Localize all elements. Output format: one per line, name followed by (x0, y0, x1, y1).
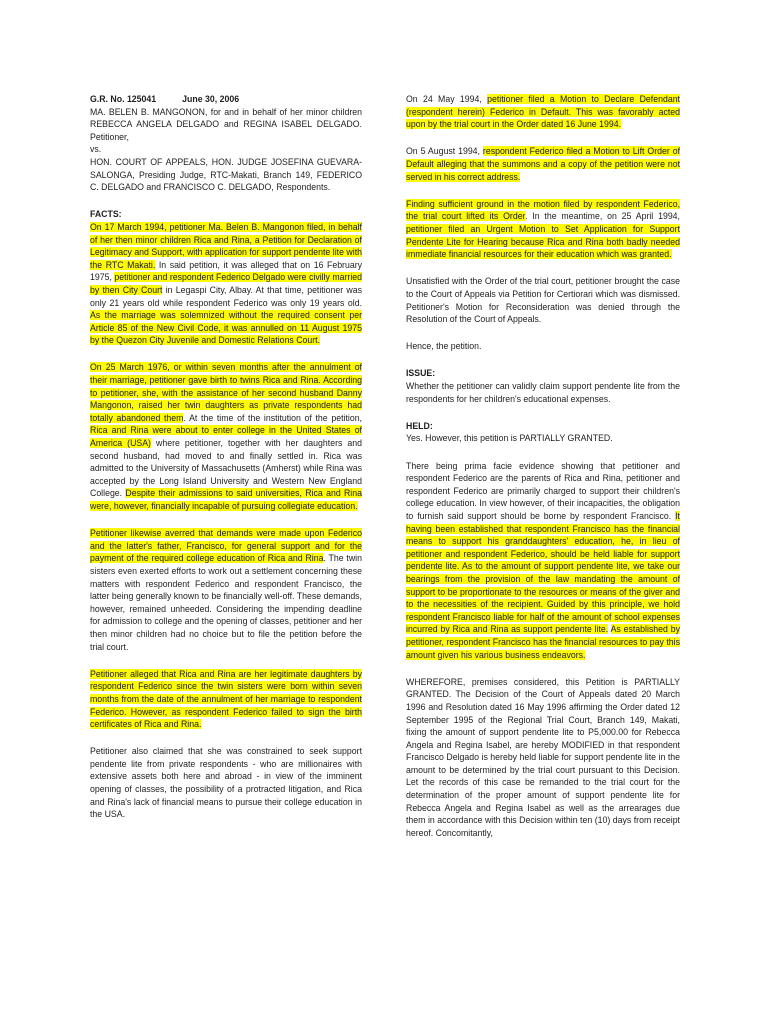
highlight: On 25 March 1976, or within seven months after the annulment of their marriage, petitioner gave birth to twins Rica and Rina. According to petitioner, she, with the assistance of her second husband Danny Mangonon, raised her twin daughters as private respondents had totally abandoned them (90, 362, 362, 423)
facts-heading: FACTS: (90, 209, 122, 220)
highlight: Petitioner alleged that Rica and Rina are her legitimate daughters by respondent Federico since the twin sisters were born within seven months from the date of the annulment of her marriage to respondent Federico. However, as respondent Federico failed to sign the birth certificates of Rica and Rina. (90, 668, 362, 730)
left-column (90, 93, 362, 835)
gr-number: G.R. No. 125041 (90, 94, 157, 104)
highlight: On 17 March 1994, petitioner Ma. Belen B. Mangonon filed, in behalf of her then minor children Rica and Rina, a Petition for Declaration of Legitimacy and Support, with application for support pendente lite with the RTC Makati. (90, 221, 362, 270)
respondents-caption: HON. COURT OF APPEALS, HON. JUDGE JOSEFINA GUEVARA-SALONGA, Presiding Judge, RTC-Makati, Branch 149, FEDERICO C. DELGADO and FRANCISCO C. DELGADO, Respondents. (90, 156, 362, 193)
issue-heading: ISSUE: (406, 368, 436, 379)
highlight: It having been established that respondent Francisco has the financial means to support his granddaughters' education, he, in lieu of petitioner and respondent Federico, should be held liable for support pendente lite. As to the amount of support pendente lite, we take our bearings from the provision of the law mandating the amount of support to be proportionate to the resources or means of the giver and to the necessities of the recipient. Guided by this principle, we hold respondent Francisco liable for half of the amount of school expenses incurred by Rica and Rina as support pendente lite. (406, 511, 680, 635)
highlight: petitioner filed a Motion to Declare Defendant (respondent herein) Federico in Default. This was favorably acted upon by the trial court in the Order dated 16 June 1994. (406, 94, 680, 130)
right-column (406, 93, 680, 854)
facts-paragraph-2: On 25 March 1976, or within seven months after the annulment of their marriage, petitioner gave birth to twins Rica and Rina. According to petitioner, she, with the assistance of her second husband Danny Mangonon, raised her twin daughters as private respondents had totally abandoned them. At the time of the institution of the petition, Rica and Rina were about to enter college in the United States of America (USA) where petitioner, together with her daughters and second husband, had moved to and finally settled in. Rica was admitted to the University of Massachusetts (Amherst) while Rina was accepted by the Long Island University and Western New England College. Despite their admissions to said universities, Rica and Rina were, however, financially incapable of pursuing collegiate education. (90, 362, 363, 511)
facts-paragraph-1: On 17 March 1994, petitioner Ma. Belen B. Mangonon filed, in behalf of her then minor children Rica and Rina, a Petition for Declaration of Legitimacy and Support, with application for support pendente lite with the RTC Makati. In said petition, it was alleged that on 16 February 1975, petitioner and respondent Federico Delgado were civilly married by then City Court in Legaspi City, Albay. At that time, petitioner was only 21 years old while respondent Federico was only 19 years old. As the marriage was solemnized without the required consent per Article 85 of the New Civil Code, it was annulled on 11 August 1975 by the Quezon City Juvenile and Domestic Relations Court. (90, 221, 362, 346)
held-heading: HELD: (406, 420, 433, 431)
right-paragraph-4: Unsatisfied with the Order of the trial court, petitioner brought the case to the Court of Appeals via Petition for Certiorari which was dismissed. Petitioner's Motion for Reconsideration was denied through the Resolution of the Court of Appeals. (406, 276, 680, 325)
right-paragraph-2: On 5 August 1994, respondent Federico filed a Motion to Lift Order of Default alleging that the summons and a copy of the petition were not served in his correct address. (406, 146, 681, 182)
facts-paragraph-3: Petitioner likewise averred that demands were made upon Federico and the latter's father, Francisco, for general support and for the payment of the required college education of Rica and Rina. The twin sisters even exerted efforts to work out a settlement concerning these matters with respondent Federico and respondent Francisco, the latter being generally known to be financially well-off. These demands, however, remained unheeded. Considering the impending deadline for admission to college and the opening of classes, petitioner and her then minor children had no choice but to file the petition before the trial court. (90, 528, 362, 652)
right-paragraph-6: There being prima facie evidence showing that petitioner and respondent Federico are the parents of Rica and Rina, petitioner and respondent Federico are primarily charged to support their children's college education. In view however, of their incapacities, the obligation to furnish said support should be borne by respondent Francisco. It having been established that respondent Francisco has the financial means to support his granddaughters' education, he, in lieu of petitioner and respondent Federico, should be held liable for support pendente lite. As to the amount of support pendente lite, we take our bearings from the provision of the law mandating the amount of support to be proportionate to the resources or means of the giver and to the necessities of the recipient. Guided by this principle, we hold respondent Francisco liable for half of the amount of school expenses incurred by Rica and Rina as support pendente lite. As established by petitioner, respondent Francisco has the financial resources to pay this amount given his various business endeavors. (406, 460, 680, 660)
right-paragraph-5: Hence, the petition. (406, 341, 482, 352)
held-text: Yes. However, this petition is PARTIALLY GRANTED. (406, 433, 613, 444)
highlight: respondent Federico filed a Motion to Lift Order of Default alleging that the summons and a copy of the petition were not served in his correct address. (406, 146, 681, 182)
highlight: As the marriage was solemnized without the required consent per Article 85 of the New Civil Code, it was annulled on 11 August 1975 by the Quezon City Juvenile and Domestic Relations Court. (90, 310, 362, 346)
case-date: June 30, 2006 (182, 94, 240, 104)
right-paragraph-3: Finding sufficient ground in the motion filed by respondent Federico, the trial court lifted its Order. In the meantime, on 25 April 1994, petitioner filed an Urgent Motion to Set Application for Support Pendente Lite for Hearing because Rica and Rina both badly needed immediate financial resources for their education which was granted. (406, 198, 680, 260)
right-paragraph-1: On 24 May 1994, petitioner filed a Motion to Declare Defendant (respondent herein) Federico in Default. This was favorably acted upon by the trial court in the Order dated 16 June 1994. (406, 94, 680, 130)
dispositive-paragraph: WHEREFORE, premises considered, this Petition is PARTIALLY GRANTED. The Decision of the Court of Appeals dated 20 March 1996 and Resolution dated 16 May 1996 affirming the Order dated 12 September 1995 of the Regional Trial Court, Branch 149, Makati, fixing the amount of support pendente lite to P5,000.00 for Rebecca Angela and Regina Isabel, are hereby MODIFIED in that respondent Francisco Delgado is hereby held liable for support pendente lite in the amount to be determined by the trial court pursuant to this Decision. Let the records of this case be remanded to the trial court for the determination of the proper amount of support pendente lite for Rebecca Angela and Regina Isabel as well as the arrearages due them in accordance with this Decision within ten (10) days from receipt hereof. Concomitantly, (406, 676, 680, 838)
facts-paragraph-4 (90, 668, 362, 731)
highlight: Petitioner likewise averred that demands were made upon Federico and the latter's father, Francisco, for general support and for the payment of the required college education of Rica and Rina (90, 528, 362, 564)
versus: vs. (90, 144, 102, 155)
issue-text: Whether the petitioner can validly claim support pendente lite from the respondents for her children's educational expenses. (406, 381, 680, 404)
petitioner-caption: MA. BELEN B. MANGONON, for and in behalf of her minor children REBECCA ANGELA DELGADO and REGINA ISABEL DELGADO. Petitioner, (90, 106, 362, 142)
highlight: Finding sufficient ground in the motion filed by respondent Federico, the trial court lifted its Order (406, 198, 680, 222)
highlight: petitioner filed an Urgent Motion to Set Application for Support Pendente Lite for Hearing because Rica and Rina both badly needed immediate financial resources for their education which was granted. (406, 223, 680, 260)
highlight: Rica and Rina were about to enter college in the United States of America (USA) (90, 425, 362, 449)
case-header (90, 93, 362, 106)
facts-paragraph-5: Petitioner also claimed that she was constrained to seek support pendente lite from private respondents - who are millionaires with extensive assets both here and abroad - in view of the imminent opening of classes, the possibility of a protracted litigation, and Rica and Rina's lack of financial means to pursue their college education in the USA. (90, 746, 362, 820)
highlight: petitioner and respondent Federico Delgado were civilly married by then City Court (90, 272, 362, 295)
highlight: As established by petitioner, respondent Francisco has the financial resources to pay this amount given his various business endeavors. (406, 624, 680, 660)
highlight: Despite their admissions to said universities, Rica and Rina were, however, financially incapable of pursuing collegiate education. (90, 488, 362, 511)
